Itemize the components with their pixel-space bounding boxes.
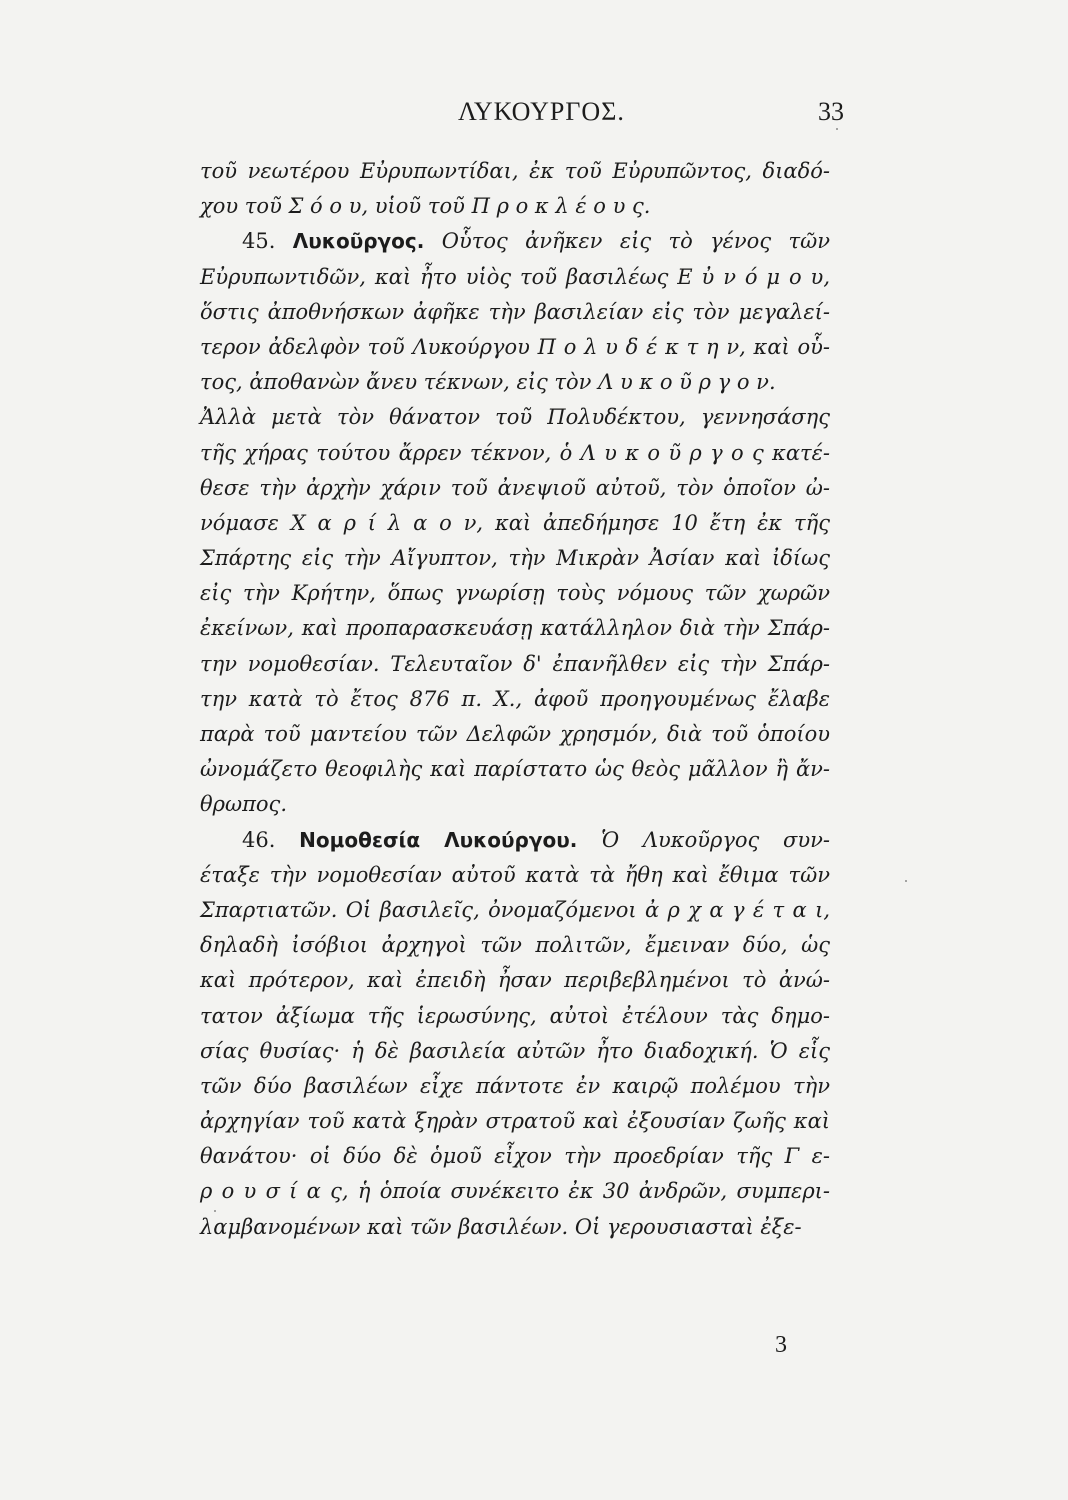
text-line: Ἀλλὰ μετὰ τὸν θάνατον τοῦ Πολυδέκτου, γεννησάσης	[200, 405, 830, 430]
text-line: ρ ο υ σ ί α ς, ἡ ὁποία συνέκειτο ἐκ 30 ἀνδρῶν, συμπερι-	[200, 1179, 830, 1204]
text-line: θανάτου· οἱ δύο δὲ ὁμοῦ εἶχον τὴν προεδρίαν τῆς Γ ε-	[200, 1144, 830, 1169]
text-line: ἐκείνων, καὶ προπαρασκευάσῃ κατάλληλον διὰ τὴν Σπάρ-	[200, 616, 830, 641]
section-text: Οὗτος ἀνῆκεν εἰς τὸ γένος τῶν	[441, 229, 830, 254]
signature-mark: 3	[775, 1332, 787, 1358]
text-line: έταξε τὴν νομοθεσίαν αὐτοῦ κατὰ τὰ ἤθη καὶ ἔθιμα τῶν	[200, 862, 830, 887]
text-line	[200, 823, 830, 858]
section-heading: Νομοθεσία Λυκούργου.	[299, 827, 578, 852]
text-line: τῶν δύο βασιλέων εἶχε πάντοτε ἐν καιρῷ πολέμου τὴν	[200, 1073, 830, 1098]
text-line: Εὐρυπωντιδῶν, καὶ ἦτο υἱὸς τοῦ βασιλέως Ε ὐ ν ό μ ο υ,	[200, 264, 830, 289]
page-number: 33	[818, 97, 844, 126]
text-line: τοῦ νεωτέρου Εὐρυπωντίδαι, ἐκ τοῦ Εὐρυπῶντος, διαδό-	[200, 159, 830, 183]
text-line: δηλαδὴ ἰσόβιοι ἀρχηγοὶ τῶν πολιτῶν, ἔμειναν δύο, ὡς	[200, 933, 830, 958]
section-text: Ὁ Λυκοῦργος συν-	[601, 827, 830, 852]
paper-speck	[836, 128, 838, 130]
text-line: σίας θυσίας· ἡ δὲ βασιλεία αὐτῶν ἦτο διαδοχική. Ὁ εἷς	[200, 1038, 830, 1063]
text-line: τατον ἀξίωμα τῆς ἱερωσύνης, αὐτοὶ ἐτέλουν τὰς δημο-	[200, 1003, 830, 1028]
text-line: ἀρχηγίαν τοῦ κατὰ ξηρὰν στρατοῦ καὶ ἐξουσίαν ζωῆς καὶ	[200, 1109, 830, 1134]
running-head	[0, 97, 1068, 137]
text-line: θεσε τὴν ἀρχὴν χάριν τοῦ ἀνεψιοῦ αὐτοῦ, τὸν ὁποῖον ὠ-	[200, 475, 830, 500]
text-line: χου τοῦ Σ ό ο υ, υἱοῦ τοῦ Π ρ ο κ λ έ ο υ ς.	[200, 194, 651, 219]
text-line: εἰς τὴν Κρήτην, ὅπως γνωρίσῃ τοὺς νόμους τῶν χωρῶν	[200, 581, 830, 606]
text-line: νόμασε Χ α ρ ί λ α ο ν, καὶ ἀπεδήμησε 10 ἔτη ἐκ τῆς	[200, 510, 830, 535]
text-line	[200, 224, 830, 259]
body-text	[200, 154, 830, 1245]
text-line: θρωπος.	[200, 792, 287, 817]
text-line: τος, ἀποθανὼν ἄνευ τέκνων, εἰς τὸν Λ υ κ ο ῦ ρ γ ο ν.	[200, 370, 776, 395]
text-line: τῆς χήρας τούτου ἄρρεν τέκνον, ὁ Λ υ κ ο ῦ ρ γ ο ς κατέ-	[200, 440, 830, 465]
text-line: ὅστις ἀποθνήσκων ἀφῆκε τὴν βασιλείαν εἰς τὸν μεγαλεί-	[200, 299, 830, 324]
text-line: καὶ πρότερον, καὶ ἐπειδὴ ἦσαν περιβεβλημένοι τὸ ἀνώ-	[200, 968, 830, 993]
text-line: λαμβανομένων καὶ τῶν βασιλέων. Οἱ γερουσιασταὶ ἐξε-	[200, 1214, 802, 1239]
paper-speck	[214, 1210, 216, 1212]
text-line: Σπαρτιατῶν. Οἱ βασιλεῖς, ὀνομαζόμενοι ἀ ρ χ α γ έ τ α ι,	[200, 897, 830, 922]
text-line: την νομοθεσίαν. Τελευταῖον δ' ἐπανῆλθεν εἰς τὴν Σπάρ-	[200, 651, 830, 676]
section-number: 46.	[242, 827, 276, 852]
running-title: ΛΥΚΟΥΡΓΟΣ.	[458, 97, 625, 126]
text-line: Σπάρτης εἰς τὴν Αἴγυπτον, τὴν Μικρὰν Ἀσίαν καὶ ἰδίως	[200, 546, 830, 571]
paper-speck	[905, 880, 907, 882]
section-number: 45.	[242, 229, 276, 254]
text-line: τερον ἀδελφὸν τοῦ Λυκούργου Π ο λ υ δ έ κ τ η ν, καὶ οὗ-	[200, 334, 830, 359]
text-line: παρὰ τοῦ μαντείου τῶν Δελφῶν χρησμόν, διὰ τοῦ ὁποίου	[200, 722, 830, 746]
text-line: ὠνομάζετο θεοφιλὴς καὶ παρίστατο ὡς θεὸς μᾶλλον ἢ ἄν-	[200, 757, 830, 782]
text-line: την κατὰ τὸ ἔτος 876 π. Χ., ἀφοῦ προηγουμένως ἔλαβε	[200, 686, 830, 711]
section-heading: Λυκοῦργος.	[292, 229, 425, 254]
